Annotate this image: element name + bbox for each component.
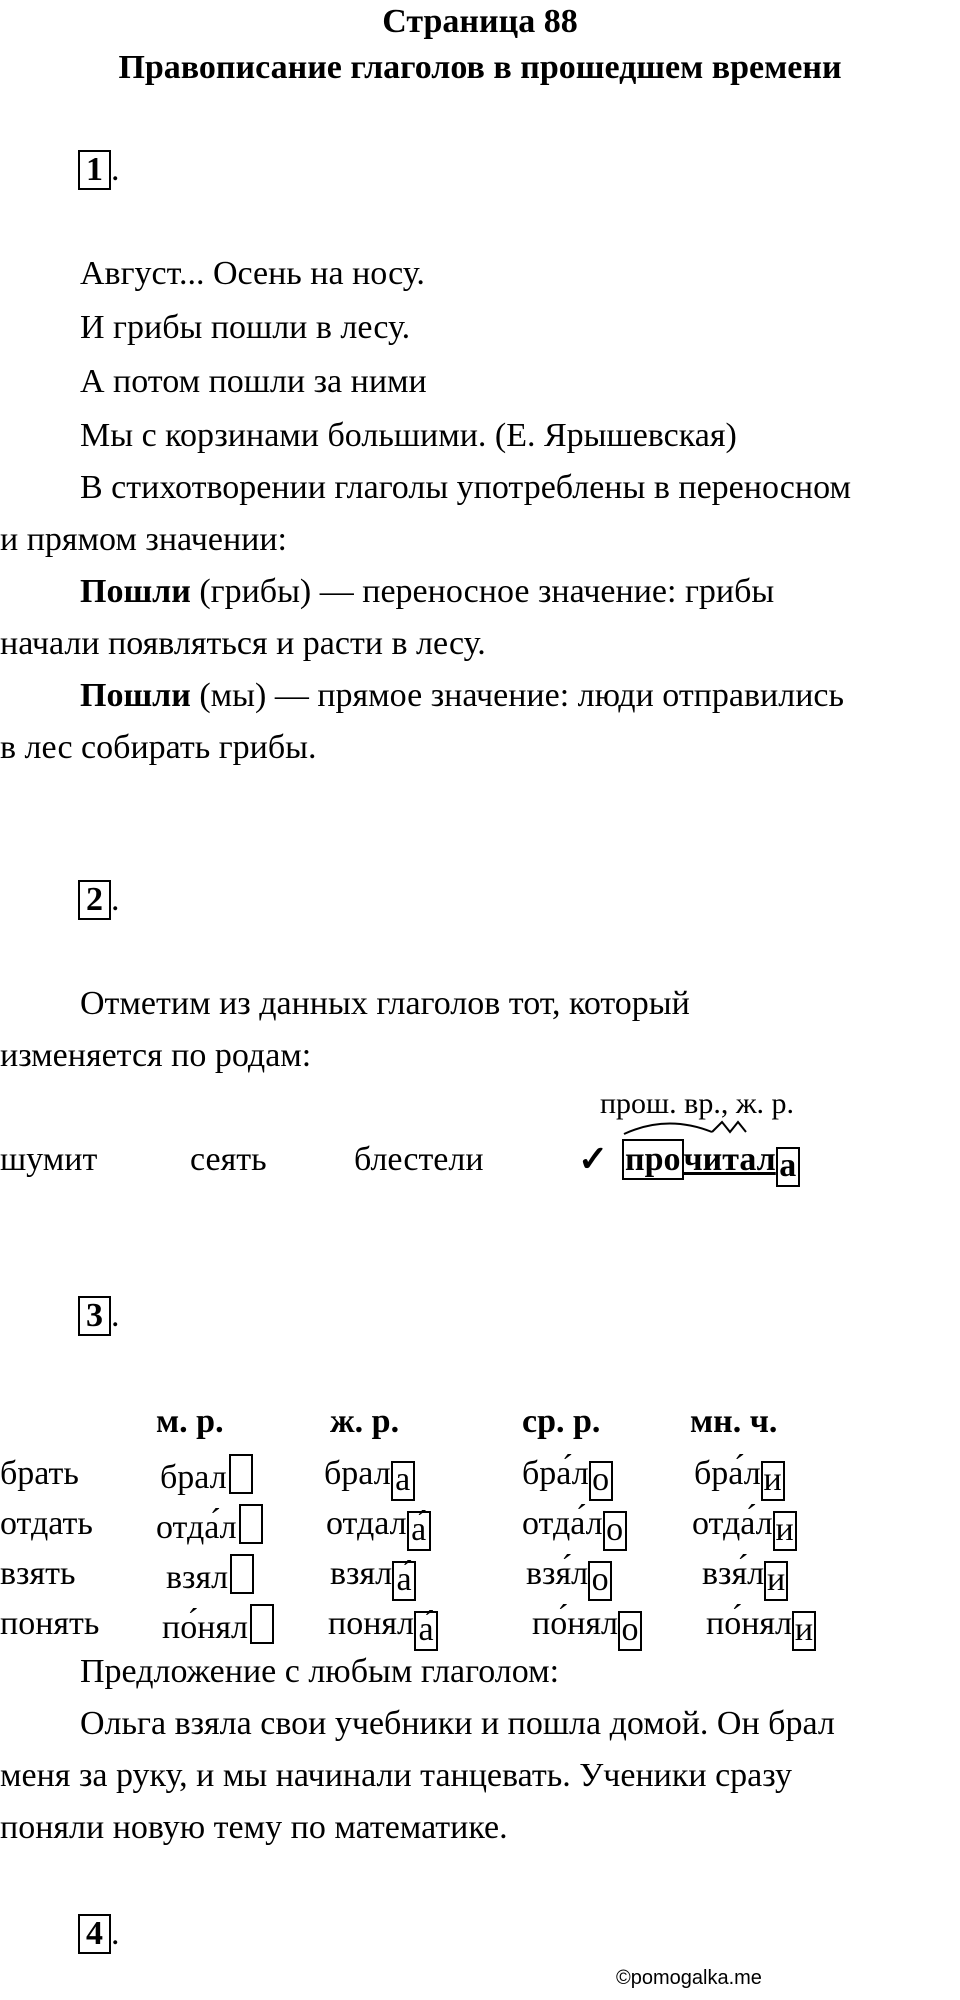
verb-option-shumit: шумит: [0, 1141, 98, 1178]
header-masculine: м. р.: [156, 1403, 224, 1440]
poem-line-4: Мы с корзинами большими. (Е. Ярышевская): [80, 417, 737, 454]
form-masculine: брал: [160, 1454, 253, 1499]
poem-line-2: И грибы пошли в лесу.: [80, 309, 411, 346]
ex1-explanation-1: Пошли (грибы) — переносное значение: грибы: [80, 573, 775, 610]
exercise-3-number: 3 .: [78, 1296, 120, 1337]
exercise-2-number: 2 .: [78, 880, 120, 921]
infinitive-vzyat: взять: [0, 1555, 76, 1592]
checkmark-icon: ✓: [578, 1139, 609, 1179]
verb-annotation: прош. вр., ж. р.: [600, 1087, 795, 1120]
ex3-answer-line-3: поняли новую тему по математике.: [0, 1809, 508, 1846]
header-neuter: ср. р.: [522, 1403, 601, 1440]
form-feminine: взял а́: [330, 1554, 416, 1601]
infinitive-brat: брать: [0, 1455, 79, 1492]
header-plural: мн. ч.: [690, 1403, 778, 1440]
form-neuter: по́нял о: [532, 1604, 642, 1651]
ex3-answer-line-1: Ольга взяла свои учебники и пошла домой. Он брал: [80, 1705, 835, 1742]
form-neuter: взя́л о: [526, 1554, 612, 1601]
ex3-task: Предложение с любым глаголом:: [80, 1653, 560, 1690]
ex1-explanation-1-cont: начали появляться и расти в лесу.: [0, 625, 486, 662]
topic-title: Правописание глаголов в прошедшем времени: [118, 49, 842, 86]
page-number: Страница 88: [382, 3, 578, 40]
ex2-text-line-1: Отметим из данных глаголов тот, который: [80, 985, 690, 1022]
exercise-4-number: 4 .: [78, 1914, 120, 1955]
verb-poshli: Пошли: [80, 573, 191, 610]
form-plural: по́няли: [706, 1604, 816, 1651]
poem-line-1: Август... Осень на носу.: [80, 255, 425, 292]
infinitive-otdat: отдать: [0, 1505, 93, 1542]
form-neuter: отда́л о: [522, 1504, 627, 1551]
form-masculine: по́нял: [162, 1604, 274, 1649]
ex1-explanation-2: Пошли (мы) — прямое значение: люди отправились: [80, 677, 844, 714]
form-masculine: взял: [166, 1554, 254, 1599]
ex2-text-line-2: изменяется по родам:: [0, 1037, 312, 1074]
verb-option-seyat: сеять: [190, 1141, 267, 1178]
answer-verb-prochitala: прочитал а: [622, 1140, 800, 1187]
form-masculine: отда́л: [156, 1504, 263, 1549]
poem-line-3: А потом пошли за ними: [80, 363, 427, 400]
ex3-answer-line-2: меня за руку, и мы начинали танцевать. Ученики сразу: [0, 1757, 792, 1794]
verb-option-blesteli: блестели: [354, 1141, 484, 1178]
form-feminine: брал а: [324, 1454, 415, 1501]
header-feminine: ж. р.: [330, 1403, 400, 1440]
source-watermark: ©pomogalka.me: [616, 1967, 762, 1989]
form-neuter: бра́л о: [522, 1454, 613, 1501]
form-plural: отда́ли: [692, 1504, 797, 1551]
exercise-1-number: 1 .: [78, 150, 120, 191]
verb-poshli: Пошли: [80, 677, 191, 714]
form-plural: бра́ли: [694, 1454, 785, 1501]
ex1-explanation-2-cont: в лес собирать грибы.: [0, 729, 317, 766]
ex1-intro-line-2: и прямом значении:: [0, 521, 287, 558]
form-feminine: отдал а́: [326, 1504, 431, 1551]
ex1-intro-line-1: В стихотворении глаголы употреблены в переносном: [80, 469, 851, 506]
infinitive-ponyat: понять: [0, 1605, 100, 1642]
form-plural: взя́ли: [702, 1554, 788, 1601]
form-feminine: понял а́: [328, 1604, 438, 1651]
